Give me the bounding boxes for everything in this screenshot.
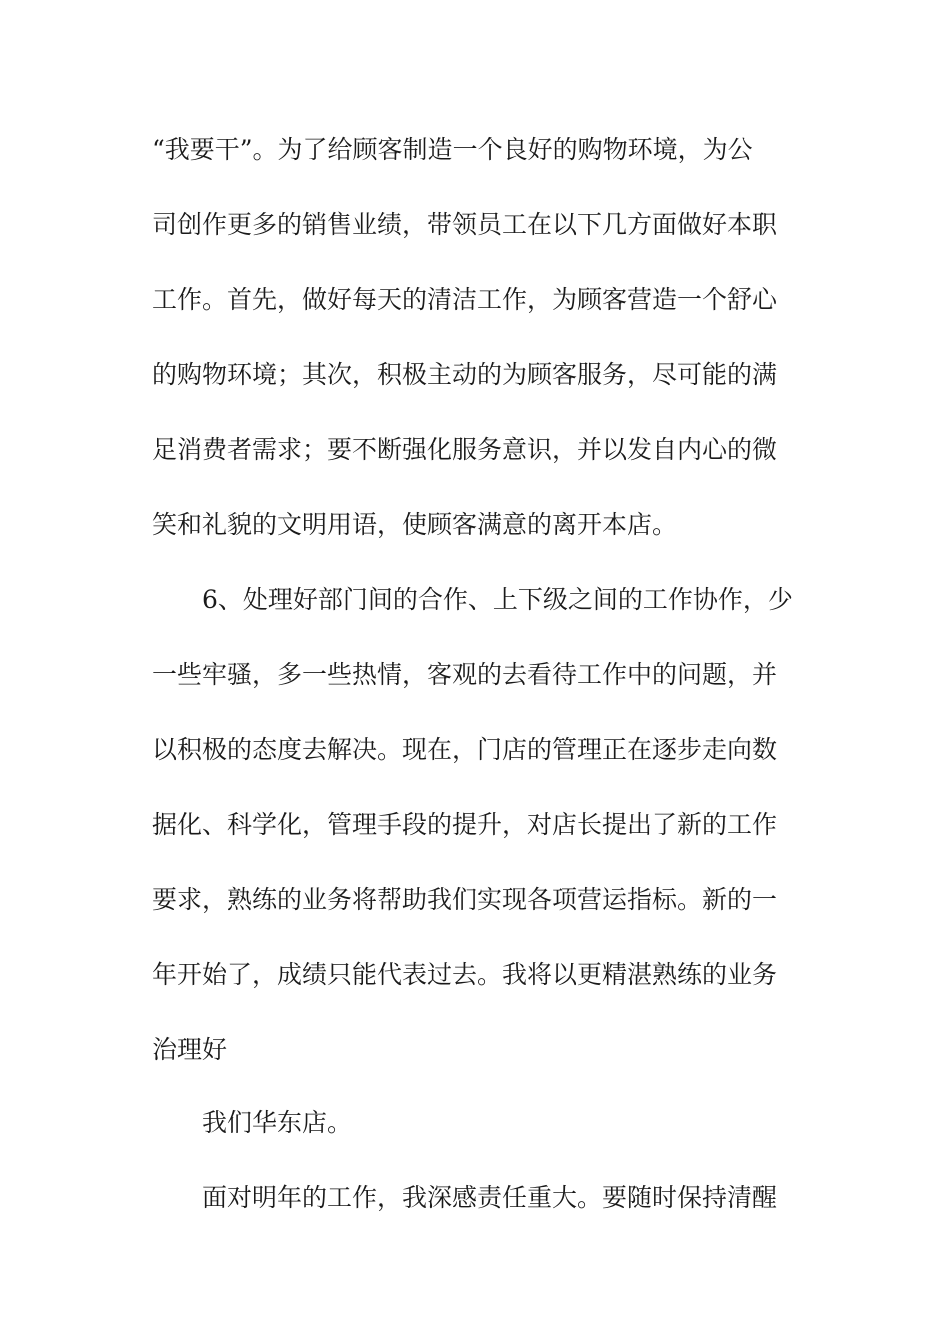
text-line-14: 我们华东店。 <box>202 1108 353 1137</box>
text-line-1: “我要干”。为了给顾客制造一个良好的购物环境，为公 <box>152 135 753 164</box>
text-line-5: 足消费者需求；要不断强化服务意识，并以发自内心的微 <box>152 435 778 464</box>
text-line-15: 面对明年的工作，我深感责任重大。要随时保持清醒 <box>202 1183 778 1212</box>
text-line-3: 工作。首先，做好每天的清洁工作，为顾客营造一个舒心 <box>152 285 778 314</box>
text-line-13: 治理好 <box>152 1035 228 1064</box>
text-line-9: 以积极的态度去解决。现在，门店的管理正在逐步走向数 <box>152 735 778 764</box>
text-line-8: 一些牢骚，多一些热情，客观的去看待工作中的问题，并 <box>152 660 778 689</box>
text-line-6: 笑和礼貌的文明用语，使顾客满意的离开本店。 <box>152 510 678 539</box>
text-line-7: 6、处理好部门间的合作、上下级之间的工作协作，少 <box>202 585 793 614</box>
text-line-12: 年开始了，成绩只能代表过去。我将以更精湛熟练的业务 <box>152 960 778 989</box>
text-line-2: 司创作更多的销售业绩，带领员工在以下几方面做好本职 <box>152 210 778 239</box>
text-line-10: 据化、科学化，管理手段的提升，对店长提出了新的工作 <box>152 810 778 839</box>
text-line-11: 要求，熟练的业务将帮助我们实现各项营运指标。新的一 <box>152 885 778 914</box>
text-line-4: 的购物环境；其次，积极主动的为顾客服务，尽可能的满 <box>152 360 778 389</box>
